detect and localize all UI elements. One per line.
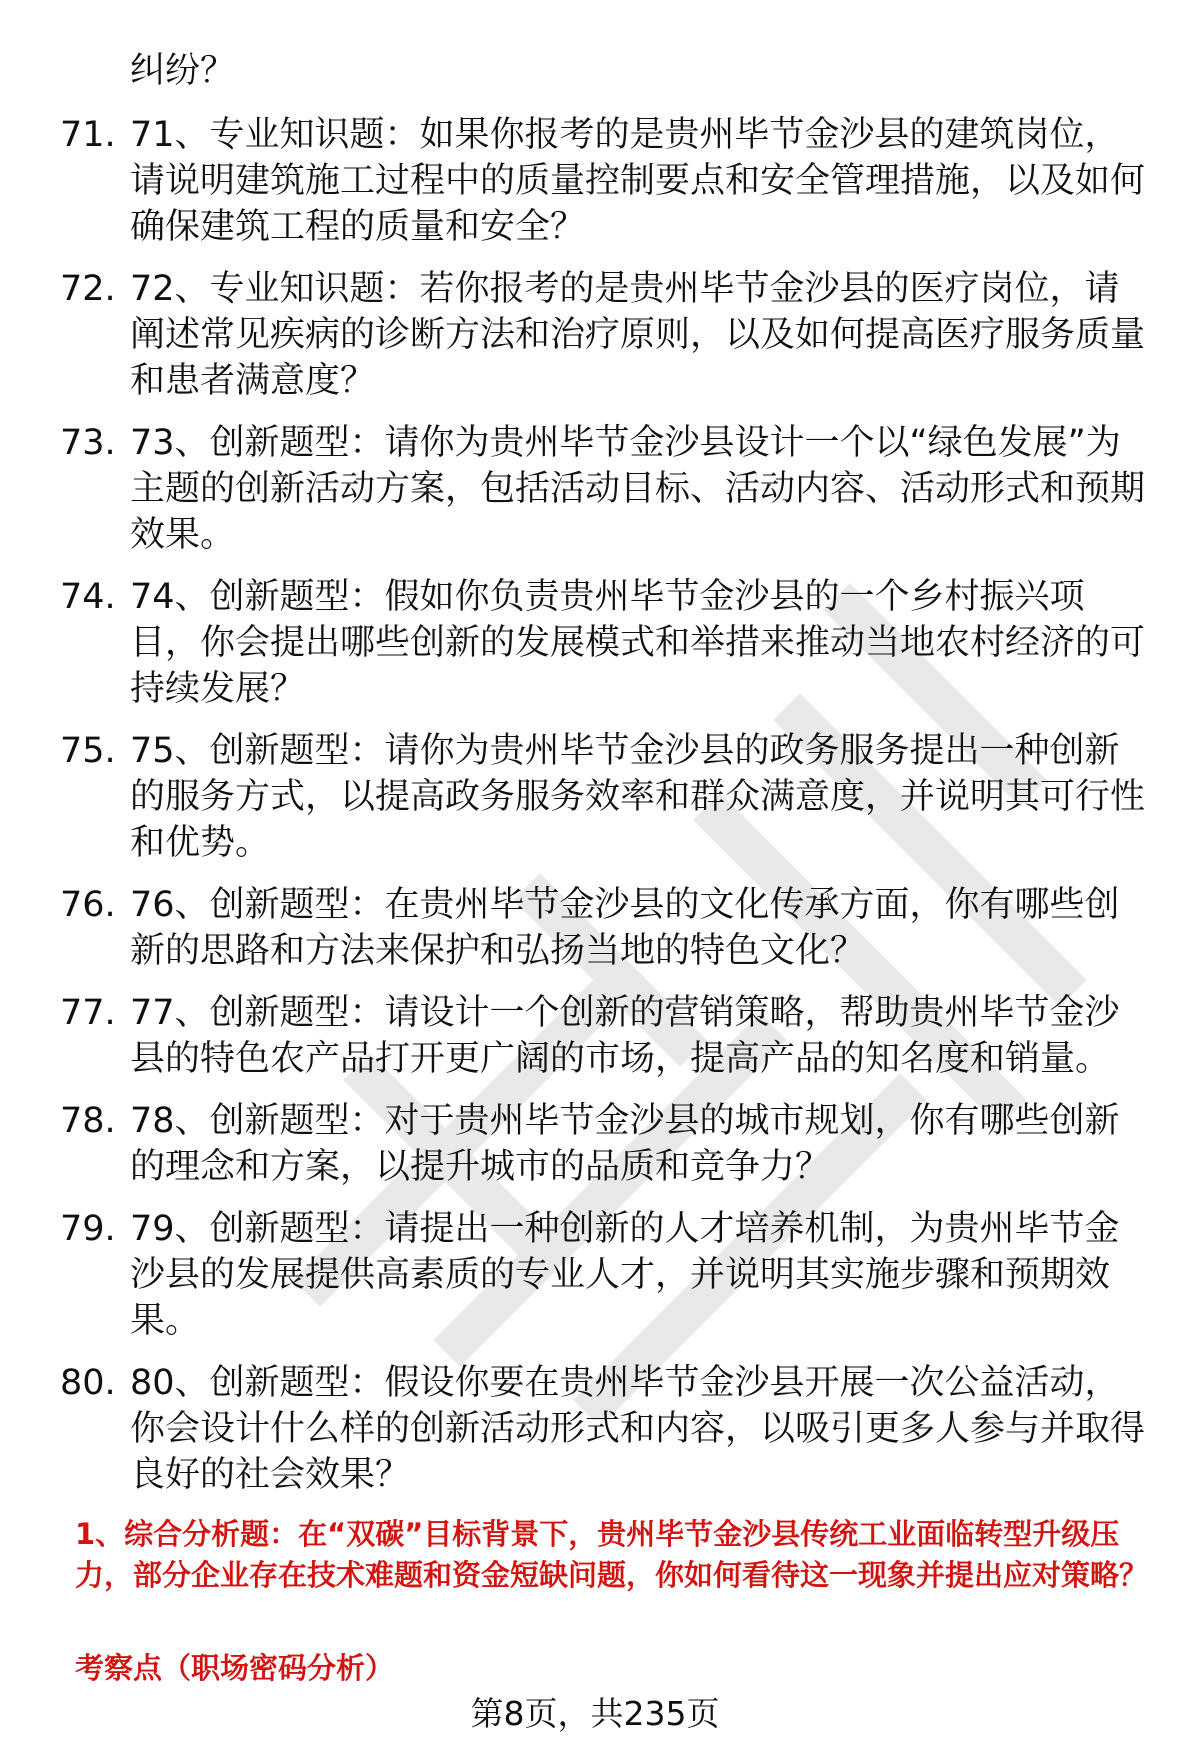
question-item (60, 112, 1150, 250)
question-item (60, 1098, 1150, 1190)
question-text: 71、专业知识题：如果你报考的是贵州毕节金沙县的建筑岗位，请说明建筑施工过程中的质量控制要点和安全管理措施，以及如何确保建筑工程的质量和安全？ (130, 115, 1146, 247)
question-number: 75. (60, 731, 116, 771)
question-number: 71. (60, 115, 116, 155)
question-number: 78. (60, 1101, 116, 1141)
question-item (60, 1206, 1150, 1344)
question-item (60, 574, 1150, 712)
question-text: 79、创新题型：请提出一种创新的人才培养机制，为贵州毕节金沙县的发展提供高素质的专业人才，并说明其实施步骤和预期效果。 (130, 1209, 1120, 1341)
question-item (60, 728, 1150, 866)
examination-point-label: 考察点（职场密码分析） (75, 1651, 395, 1685)
question-number: 73. (60, 423, 116, 463)
question-number: 79. (60, 1209, 116, 1249)
question-item (60, 1360, 1150, 1498)
question-text: 75、创新题型：请你为贵州毕节金沙县的政务服务提出一种创新的服务方式，以提高政务服务效率和群众满意度，并说明其可行性和优势。 (130, 731, 1146, 863)
question-text: 72、专业知识题：若你报考的是贵州毕节金沙县的医疗岗位，请阐述常见疾病的诊断方法和治疗原则，以及如何提高医疗服务质量和患者满意度？ (130, 269, 1146, 401)
question-list (60, 112, 1150, 1514)
page-number-footer: 第8页，共235页 (470, 1694, 720, 1733)
analysis-question-heading: 1、综合分析题：在“双碳”目标背景下，贵州毕节金沙县传统工业面临转型升级压力，部分企业存在技术难题和资金短缺问题，你如何看待这一现象并提出应对策略？ (75, 1517, 1149, 1592)
continued-text: 纠纷？ (130, 51, 236, 91)
question-number: 72. (60, 269, 116, 309)
question-number: 80. (60, 1363, 116, 1403)
question-number: 74. (60, 577, 116, 617)
question-number: 76. (60, 885, 116, 925)
question-number: 77. (60, 993, 116, 1033)
question-item (60, 990, 1150, 1082)
question-text: 76、创新题型：在贵州毕节金沙县的文化传承方面，你有哪些创新的思路和方法来保护和弘扬当地的特色文化？ (130, 885, 1120, 971)
question-text: 78、创新题型：对于贵州毕节金沙县的城市规划，你有哪些创新的理念和方案，以提升城市的品质和竞争力？ (130, 1101, 1120, 1187)
question-text: 77、创新题型：请设计一个创新的营销策略，帮助贵州毕节金沙县的特色农产品打开更广阔的市场，提高产品的知名度和销量。 (130, 993, 1120, 1079)
question-item (60, 420, 1150, 558)
question-text: 80、创新题型：假设你要在贵州毕节金沙县开展一次公益活动，你会设计什么样的创新活动形式和内容，以吸引更多人参与并取得良好的社会效果？ (130, 1363, 1146, 1495)
question-text: 73、创新题型：请你为贵州毕节金沙县设计一个以“绿色发展”为主题的创新活动方案，包括活动目标、活动内容、活动形式和预期效果。 (130, 423, 1146, 555)
question-item (60, 882, 1150, 974)
question-item (60, 266, 1150, 404)
question-text: 74、创新题型：假如你负责贵州毕节金沙县的一个乡村振兴项目，你会提出哪些创新的发展模式和举措来推动当地农村经济的可持续发展？ (130, 577, 1146, 709)
